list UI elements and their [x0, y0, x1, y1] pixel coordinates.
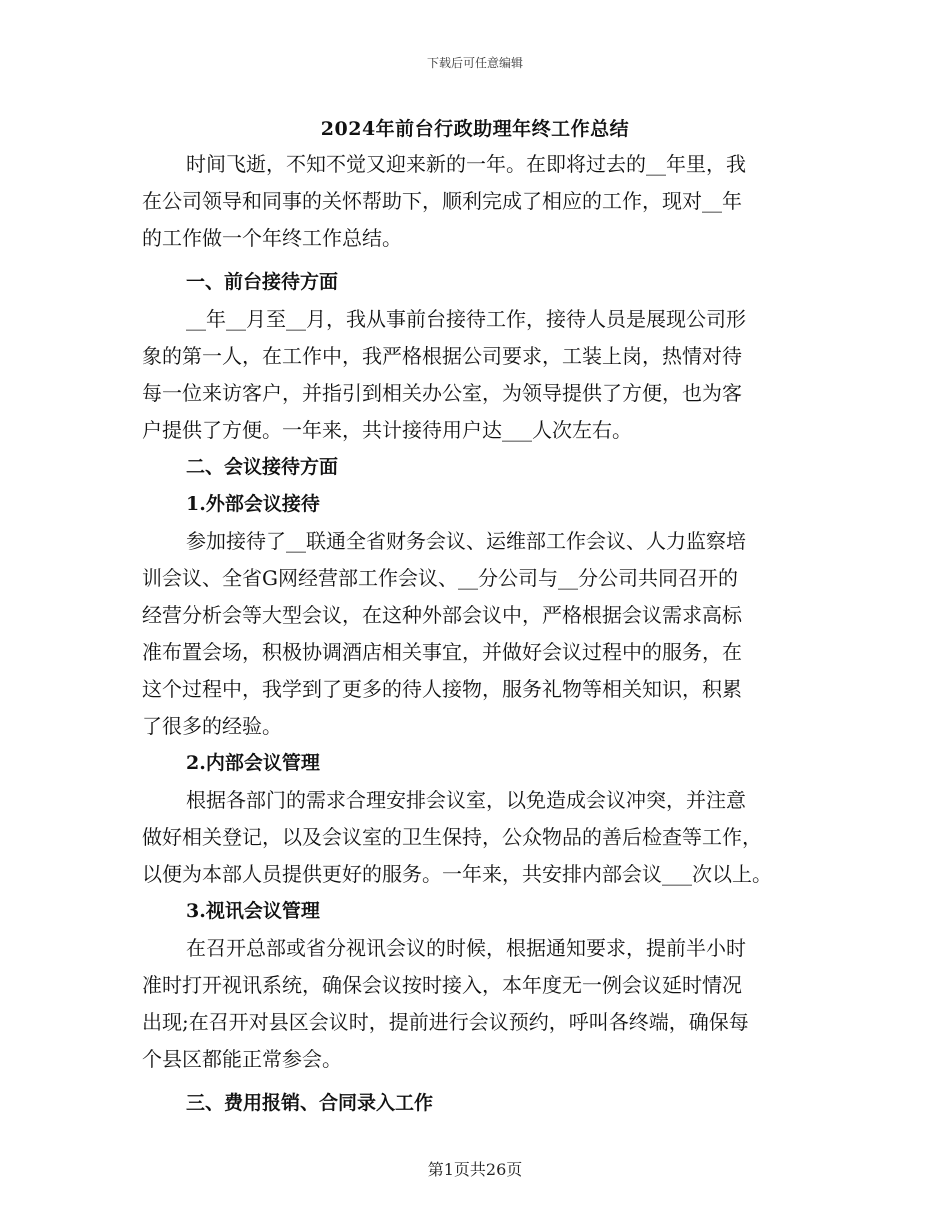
paragraph-line: 训会议、全省G网经营部工作会议、__分公司与__分公司共同召开的 [142, 566, 738, 590]
paragraph-line: 这个过程中，我学到了更多的待人接物，服务礼物等相关知识，积累 [142, 677, 742, 701]
page-footer: 第1页共26页 [427, 1160, 523, 1179]
paragraph-line: 个县区都能正常参会。 [142, 1047, 342, 1071]
subsection-heading-external: 1.外部会议接待 [186, 493, 320, 515]
document-body [142, 146, 822, 1122]
paragraph-line: 在召开总部或省分视讯会议的时候，根据通知要求，提前半小时 [186, 936, 746, 960]
paragraph-line: 出现;在召开对县区会议时，提前进行会议预约，呼叫各终端，确保每 [142, 1010, 749, 1034]
section-heading-reception: 一、前台接待方面 [186, 271, 339, 293]
intro-paragraph [142, 146, 822, 257]
section-heading-expenses: 三、费用报销、合同录入工作 [186, 1092, 434, 1114]
header-note: 下载后可任意编辑 [426, 56, 523, 70]
paragraph-line: 准时打开视讯系统，确保会议按时接入，本年度无一例会议延时情况 [142, 973, 742, 997]
paragraph-line: 做好相关登记，以及会议室的卫生保持，公众物品的善后检查等工作， [142, 825, 762, 849]
paragraph-line: 时间飞逝，不知不觉又迎来新的一年。在即将过去的__年里，我 [186, 152, 746, 176]
paragraph-line: 参加接待了__联通全省财务会议、运维部工作会议、人力监察培 [186, 529, 746, 553]
paragraph-line: 以便为本部人员提供更好的服务。一年来，共安排内部会议___次以上。 [142, 862, 772, 886]
paragraph-line: 象的第一人，在工作中，我严格根据公司要求，工装上岗，热情对待 [142, 344, 742, 368]
section-heading-meetings: 二、会议接待方面 [186, 456, 339, 478]
subsection-heading-video: 3.视讯会议管理 [186, 900, 320, 922]
paragraph-line: 经营分析会等大型会议，在这种外部会议中，严格根据会议需求高标 [142, 603, 742, 627]
video-meetings-paragraph [142, 930, 822, 1078]
external-meetings-paragraph [142, 523, 822, 745]
paragraph-line: 在公司领导和同事的关怀帮助下，顺利完成了相应的工作，现对__年 [142, 189, 742, 213]
paragraph-line: 的工作做一个年终工作总结。 [142, 226, 402, 250]
subsection-heading-internal: 2.内部会议管理 [186, 752, 320, 774]
internal-meetings-paragraph [142, 782, 822, 893]
paragraph-line: 每一位来访客户，并指引到相关办公室，为领导提供了方便，也为客 [142, 381, 742, 405]
paragraph-line: 准布置会场，积极协调酒店相关事宜，并做好会议过程中的服务，在 [142, 640, 742, 664]
paragraph-line: 根据各部门的需求合理安排会议室，以免造成会议冲突，并注意 [186, 788, 746, 812]
document-title: 2024年前台行政助理年终工作总结 [320, 118, 630, 140]
paragraph-line: __年__月至__月，我从事前台接待工作，接待人员是展现公司形 [186, 307, 746, 331]
paragraph-line: 户提供了方便。一年来，共计接待用户达___人次左右。 [142, 418, 632, 442]
paragraph-line: 了很多的经验。 [142, 714, 282, 738]
reception-paragraph [142, 301, 822, 449]
